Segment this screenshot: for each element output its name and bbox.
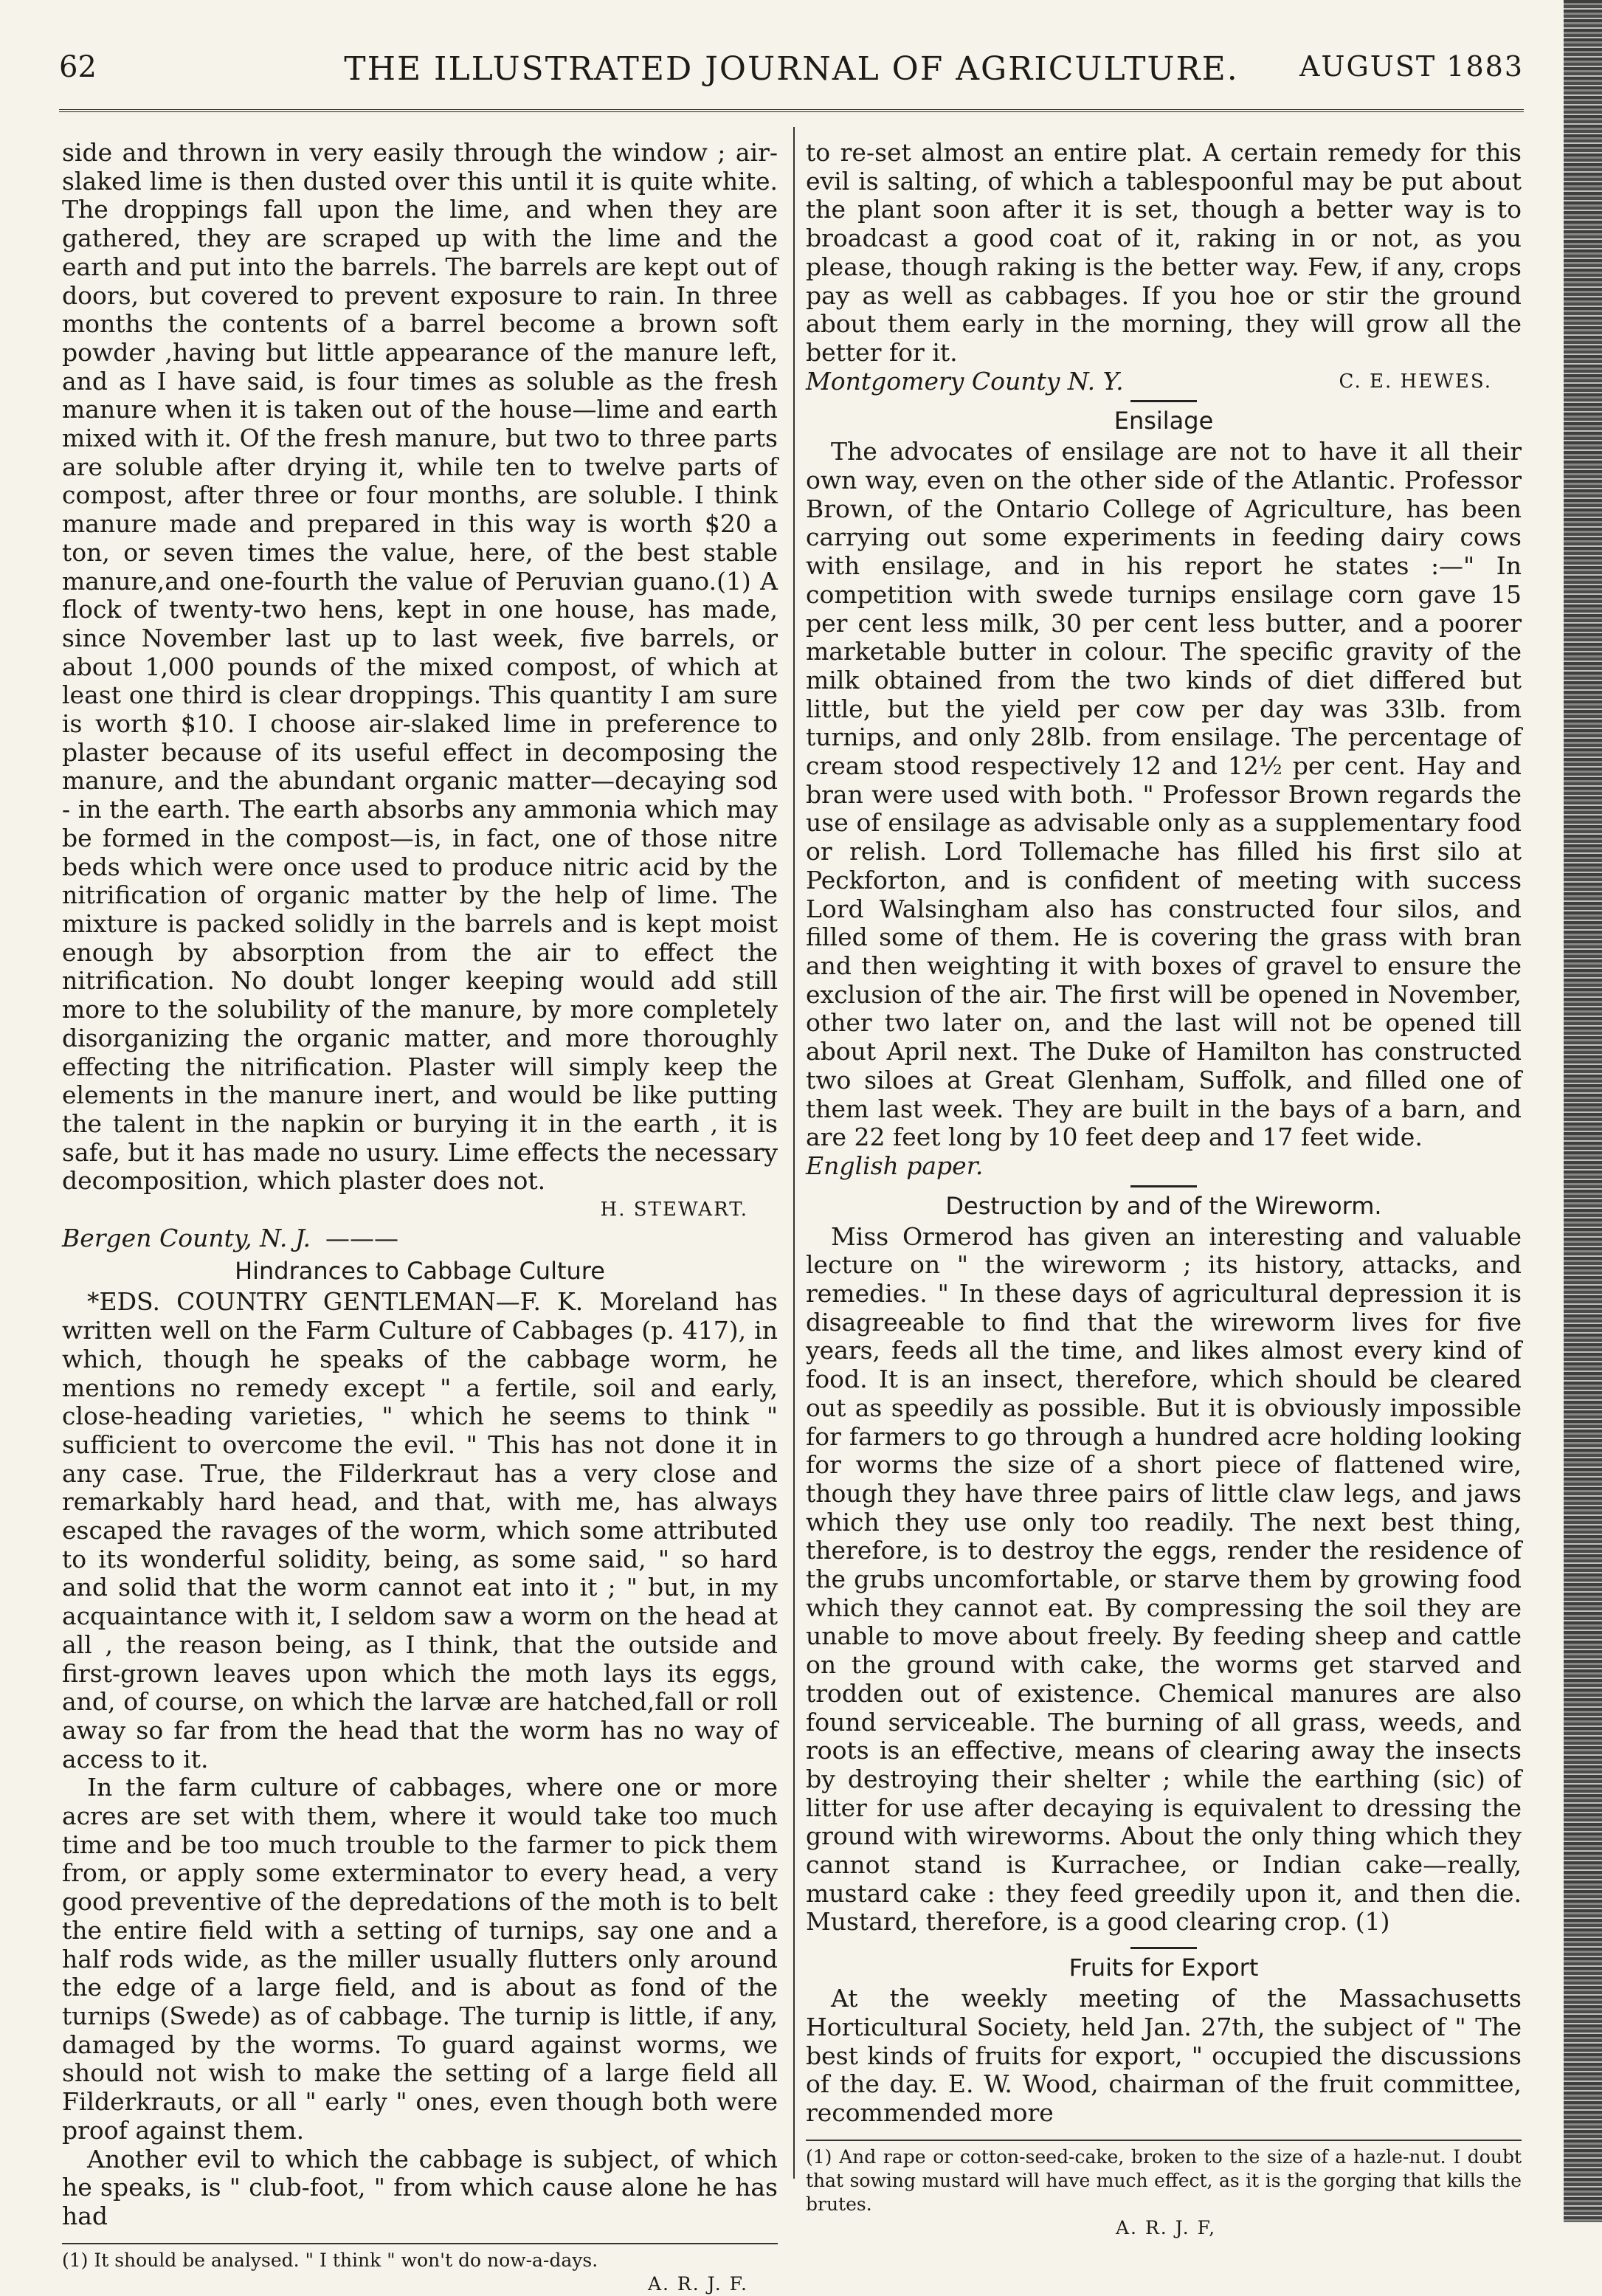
article-paragraph: side and thrown in very easily through the window ; air-slaked lime is then dusted over this until it is quite white. The droppings fall upon the lime, and when they are gathered, they are scraped up with the lime and the earth and put into the barrels. The barrels are kept out of doors, but covered to prevent exposure to rain. In three months the contents of a barrel become a brown soft powder ,having but little appearance of the manure left, and as I have said, is four times as soluble as the fresh manure when it is taken out of the house—lime and earth mixed with it. Of the fresh manure, but two to three parts are soluble after drying it, while ten to twelve parts of compost, after three or four months, are soluble. I think manure made and prepared in this way is worth $20 a ton, or seven times the value, here, of the best stable manure,and one-fourth the value of Peruvian guano.(1) A flock of twenty-two hens, kept in one house, has made, since November last up to last week, five barrels, or about 1,000 pounds of the mixed compost, of which at least one third is clear droppings. This quantity I am sure is worth $10. I choose air-slaked lime in preference to plaster because of its useful effect in decomposing the manure, and the abundant organic matter—decaying sod - in the earth. The earth absorbs any ammonia which may be formed in the compost—is, in fact, one of those nitre beds which were once used to produce nitric acid by the nitrification of organic matter by the help of lime. The mixture is packed solidly in the barrels and is kept moist enough by absorption from the air to effect the nitrification. No doubt longer keeping would add still more to the solubility of the manure, by more completely disorganizing the organic matter, and more thoroughly effecting the nitrification. Plaster will simply keep the elements in the manure inert, and would be like putting the talent in the napkin or burying it in the earth , it is safe, but it has made no usury. Lime effects the necessary decomposition, which plaster does not. (62, 138, 778, 1196)
article-heading: Ensilage (1114, 407, 1214, 435)
author-place: Bergen County, N. J. (62, 1223, 311, 1252)
source-name: English paper. (806, 1151, 984, 1180)
column-divider (793, 127, 795, 2179)
footnote-rule (62, 2243, 778, 2244)
journal-title: THE ILLUSTRATED JOURNAL OF AGRICULTURE. (344, 50, 1239, 88)
footnote-rule (806, 2140, 1522, 2141)
footnote-signature: A. R. J. F. (647, 2272, 748, 2295)
section-rule (1130, 400, 1197, 402)
author-place: Montgomery County N. Y. (806, 366, 1124, 396)
section-rule (1130, 1185, 1197, 1187)
right-column (806, 139, 1522, 2240)
page-header (59, 44, 1524, 89)
page-number: 62 (59, 50, 97, 84)
footnote: (1) And rape or cotton-seed-cake, broken to the size of a hazle-nut. I doubt that sowing mustard will have much effect, as it is the gorging that kills the brutes. (806, 2145, 1522, 2215)
article-paragraph: The advocates of ensilage are not to have it all their own way, even on the other side of the Atlantic. Professor Brown, of the Ontario College of Agriculture, has been carrying out some experiments in feeding dairy cows with ensilage, and in his report he states :—" In competition with swede turnips ensilage corn gave 15 per cent less milk, 30 per cent less butter, and a poorer marketable butter in colour. The specific gravity of the milk obtained from the two kinds of diet differed but little, but the yield per cow per day was 33lb. from turnips, and only 28lb. from ensilage. The percentage of cream stood respectively 12 and 12½ per cent. Hay and bran were used with both. " Professor Brown regards the use of ensilage as advisable only as a supplementary food or relish. Lord Tollemache has filled his first silo at Peckforton, and is confident of meeting with success Lord Walsingham also has constructed four silos, and filled some of them. He is covering the grass with bran and then weighting it with boxes of gravel to ensure the exclusion of the air. The first will be opened in November, other two later on, and the last will not be opened till about April next. The Duke of Hamilton has constructed two siloes at Great Glenham, Suffolk, and filled one of them last week. They are built in the bays of a barn, and are 22 feet long by 10 feet deep and 17 feet wide. (806, 437, 1522, 1152)
article-paragraph: Another evil to which the cabbage is subject, of which he speaks, is " club-foot, " from which cause alone he has had (62, 2144, 778, 2230)
article-paragraph: Miss Ormerod has given an interesting and valuable lecture on " the wireworm ; its history, attacks, and remedies. " In these days of agricultural depression it is disagreeable to find that the wireworm lives for five years, feeds all the time, and likes almost every kind of food. It is an insect, therefore, which should be cleared out as speedily as possible. But it is obviously impossible for farmers to go through a hundred acre holding looking for worms the size of a short piece of flattened wire, though they have three pairs of little claw legs, and jaws which they use only too readily. The next best thing, therefore, is to destroy the eggs, render the residence of the grubs uncomfortable, or starve them by growing food which they cannot eat. By compressing the soil they are unable to move about freely. By feeding sheep and cattle on the ground with cake, the worms get starved and trodden out of existence. Chemical manures are also found serviceable. The burning of all grass, weeds, and roots is an effective, means of clearing away the insects by destroying their shelter ; while the earthing (sic) of litter for use after decaying is equivalent to dressing the ground with wireworms. About the only thing which they cannot stand is Kurrachee, or Indian cake—really, mustard cake : they feed greedily upon it, and then die. Mustard, therefore, is a good clearing crop. (1) (806, 1221, 1522, 1937)
page-edge-binding (1564, 0, 1602, 2222)
author-name: C. E. HEWES. (1339, 370, 1492, 393)
footnote-signature: A. R. J. F, (1116, 2216, 1217, 2238)
article-paragraph: At the weekly meeting of the Massachusetts Horticultural Society, held Jan. 27th, the subject of " The best kinds of fruits for export, " occupied the discussions of the day. E. W. Wood, chairman of the fruit committee, recommended more (806, 1984, 1522, 2127)
left-column (62, 139, 778, 2296)
article-paragraph: In the farm culture of cabbages, where one or more acres are set with them, where it would take too much time and be too much trouble to the farmer to pick them from, or apply some exterminator to every head, a very good preventive of the depredations of the moth is to belt the entire field with a setting of turnips, say one and a half rods wide, as the miller usually flutters only around the edge of a large field, and is about as fond of the turnips (Swede) as of cabbage. The turnip is little, if any, damaged by the worms. To guard against worms, we should not wish to make the setting of a large field all Filderkrauts, or all " early " ones, even though both were proof against them. (62, 1773, 778, 2145)
footnote: (1) It should be analysed. " I think " won't do now-a-days. (62, 2249, 598, 2271)
article-source (806, 1152, 1522, 1181)
header-rule (59, 109, 1524, 112)
article-heading: Fruits for Export (1068, 1954, 1259, 1982)
author-signature (62, 1196, 778, 1224)
section-rule (1130, 1947, 1197, 1949)
author-signature (806, 368, 1522, 396)
separator-dash: ——— (325, 1223, 398, 1252)
article-paragraph: to re-set almost an entire plat. A certain remedy for this evil is salting, of which a tablespoonful may be put about the plant soon after it is set, though a better way is to broadcast a good coat of it, raking in or not, as you please, though raking is the better way. Few, if any, crops pay as well as cabbages. If you hoe or stir the ground about them early in the morning, they will grow all the better for it. (806, 138, 1522, 367)
issue-date: AUGUST 1883 (1299, 50, 1524, 83)
article-heading: Hindrances to Cabbage Culture (235, 1257, 605, 1286)
author-name: H. STEWART. (600, 1199, 748, 1221)
article-heading: Destruction by and of the Wireworm. (945, 1191, 1382, 1220)
author-location (62, 1224, 778, 1253)
article-paragraph: *EDS. COUNTRY GENTLEMAN—F. K. Moreland has written well on the Farm Culture of Cabbages (p. 417), in which, though he speaks of the cabbage worm, he mentions no remedy except " a fertile, soil and early, close-heading varieties, " which he seems to think " sufficient to overcome the evil. " This has not done it in any case. True, the Filderkraut has a very close and remarkably hard head, and that, with me, has always escaped the ravages of the worm, which some attributed to its wonderful solidity, being, as some said, " so hard and solid that the worm cannot eat into it ; " but, in my acquaintance with it, I seldom saw a worm on the head at all , the reason being, as I think, that the outside and first-grown leaves upon which the moth lays its eggs, and, of course, on which the larvæ are hatched,fall or roll away so far from the head that the worm has no way of access to it. (62, 1287, 778, 1773)
